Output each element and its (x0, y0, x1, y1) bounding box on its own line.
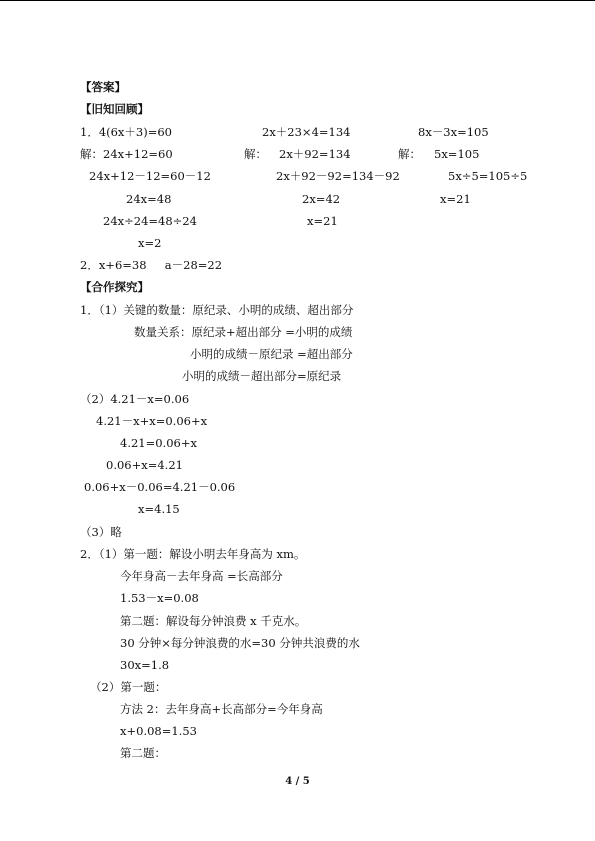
review-eq4-c: x=21 (440, 192, 471, 206)
review-eq4-b: 2x=42 (302, 192, 341, 206)
explore-q1-line1: 1．（1）关键的数量：原纪录、小明的成绩、超出部分 (80, 303, 354, 317)
explore-q2-line8: 方法 2：去年身高+长高部分=今年身高 (120, 702, 323, 716)
review-eq2-b-prefix: 解： (244, 147, 267, 161)
review-eq7: 2．x+6=38 a－28=22 (80, 258, 223, 272)
explore-q2-line4: 第二题：解设每分钟浪费 x 千克水。 (120, 614, 307, 628)
top-border-line (0, 0, 595, 1)
review-eq5-a: 24x÷24=48÷24 (103, 214, 197, 228)
review-eq3-c: 5x÷5=105÷5 (448, 169, 528, 183)
explore-q1-line7: 4.21=0.06+x (120, 436, 197, 450)
explore-q2-line5: 30 分钟×每分钟浪费的水=30 分钟共浪费的水 (120, 636, 360, 650)
explore-q1-line2: 数量关系：原纪录+超出部分 =小明的成绩 (134, 325, 353, 339)
explore-q2-line10: 第二题： (120, 746, 166, 760)
review-eq1-b: 2x＋23×4=134 (262, 125, 351, 139)
review-eq2-c: 5x=105 (434, 147, 480, 161)
explore-q1-line11: （3）略 (80, 525, 122, 539)
review-eq5-b: x=21 (307, 214, 338, 228)
section-review: 【旧知回顾】 (80, 102, 149, 116)
section-answer: 【答案】 (80, 80, 126, 94)
review-eq2-b: 2x＋92=134 (279, 147, 351, 161)
explore-q2-line7: （2）第一题： (90, 680, 167, 694)
explore-q1-line5: （2）4.21－x=0.06 (80, 392, 190, 406)
explore-q2-line2: 今年身高－去年身高 =长高部分 (120, 569, 283, 583)
review-eq6-a: x=2 (138, 236, 162, 250)
review-eq1-a: 1．4(6x＋3)=60 (80, 125, 172, 139)
review-eq3-a: 24x+12－12=60－12 (89, 169, 211, 183)
explore-q2-line6: 30x=1.8 (120, 658, 170, 672)
review-eq2-a: 解：24x+12=60 (80, 147, 173, 161)
explore-q1-line8: 0.06+x=4.21 (106, 458, 183, 472)
review-eq2-c-prefix: 解： (398, 147, 421, 161)
review-eq1-c: 8x－3x=105 (418, 125, 489, 139)
explore-q1-line9: 0.06+x－0.06=4.21－0.06 (84, 480, 236, 494)
explore-q2-line3: 1.53－x=0.08 (120, 591, 199, 605)
explore-q1-line6: 4.21－x+x=0.06+x (96, 414, 208, 428)
review-eq4-a: 24x=48 (126, 192, 172, 206)
section-explore: 【合作探究】 (80, 280, 149, 294)
explore-q1-line4: 小明的成绩－超出部分=原纪录 (182, 369, 342, 383)
explore-q2-line1: 2．（1）第一题：解设小明去年身高为 xm。 (80, 547, 306, 561)
explore-q1-line10: x=4.15 (138, 502, 180, 516)
explore-q1-line3: 小明的成绩－原纪录 =超出部分 (190, 347, 353, 361)
review-eq3-b: 2x＋92－92=134－92 (276, 169, 400, 183)
explore-q2-line9: x+0.08=1.53 (120, 724, 197, 738)
page-number: 4 / 5 (285, 776, 310, 787)
